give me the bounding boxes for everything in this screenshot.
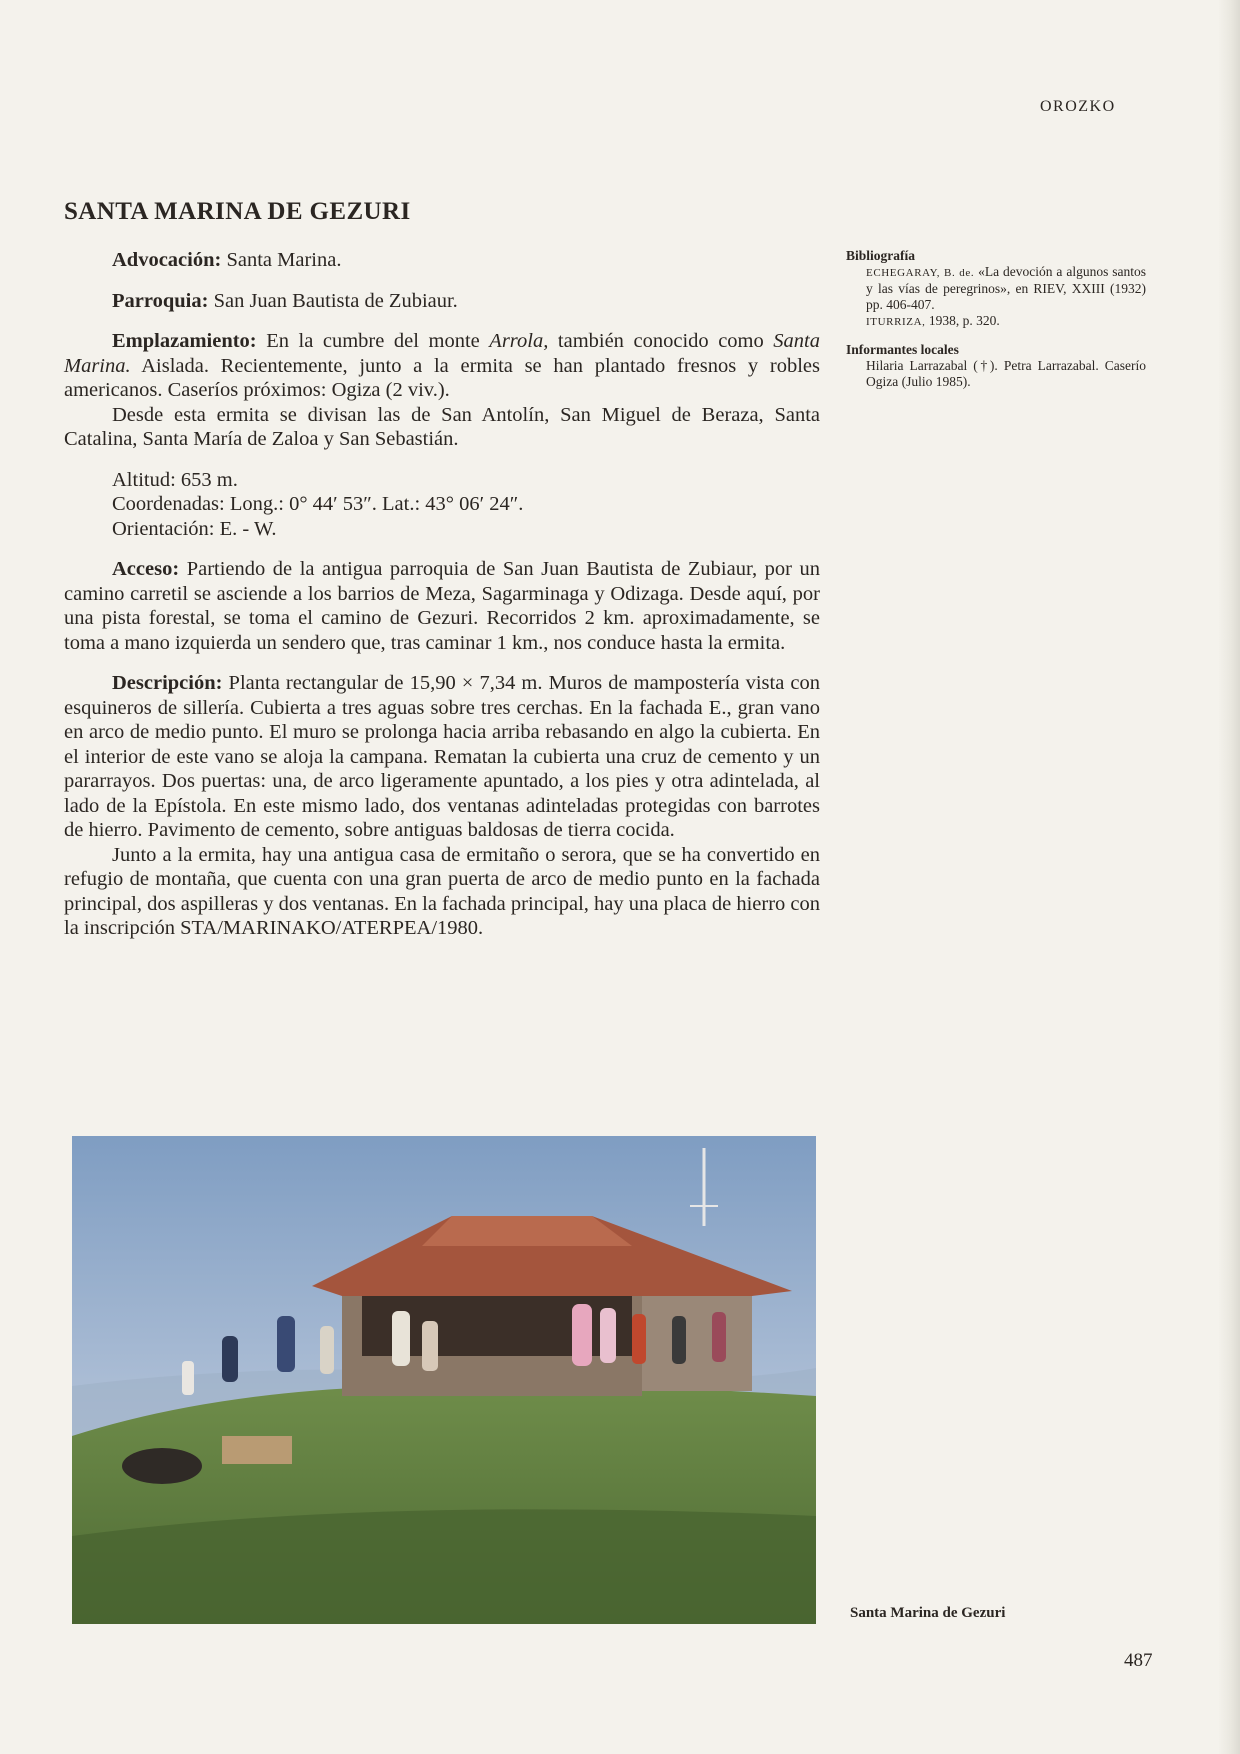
descripcion-text: Planta rectangular de 15,90 × 7,34 m. Muros de mampostería vista con esquineros de sillería. Cubierta a tres aguas sobre tres cerchas. En la fachada E., gran vano en arco de medio punto. El muro se prolonga hacia arriba rebasando en algo la cubierta. En el interior de este vano se aloja la campana. Rematan la cubierta una cruz de cemento y un pararrayos. Dos puertas: una, de arco ligeramente apuntado, a los pies y otra adintelada, al lado de la Epístola. En este mismo lado, dos ventanas adinteladas protegidas con barrotes de hierro. Pavimento de cemento, sobre antiguas baldosas de tierra cocida. xyxy=(64,672,820,841)
monte-name: Arrola, xyxy=(489,330,549,352)
emplazamiento-paragraph-2: Desde esta ermita se divisan las de San Antolín, San Miguel de Beraza, Santa Catalina, Santa María de Zaloa y San Sebastián. xyxy=(64,403,820,450)
advocacion-label: Advocación: xyxy=(112,249,222,271)
altitud: Altitud: 653 m. xyxy=(112,468,238,491)
running-head: OROZKO xyxy=(1040,98,1116,115)
site-data xyxy=(112,468,820,542)
advocacion-paragraph xyxy=(64,248,820,273)
acceso-label: Acceso: xyxy=(112,558,180,580)
descripcion-paragraph-2: Junto a la ermita, hay una antigua casa de ermitaño o serora, que se ha convertido en refugio de montaña, que cuenta con una gran puerta de arco de medio punto en la fachada principal, dos aspilleras y dos ventanas. En la fachada principal, hay una placa de hierro con la inscripción STA/MARINAKO/ATERPEA/1980. xyxy=(64,843,820,939)
informantes-text: Hilaria Larrazabal (†). Petra Larrazabal. Caserío Ogiza (Julio 1985). xyxy=(866,358,1146,389)
bibliografia-heading: Bibliografía xyxy=(846,248,916,263)
emplazamiento-label: Emplazamiento: xyxy=(112,330,257,352)
coordenadas: Coordenadas: Long.: 0° 44′ 53″. Lat.: 43° 06′ 24″. xyxy=(112,493,524,515)
page-number: 487 xyxy=(1124,1650,1153,1671)
descripcion-paragraph xyxy=(64,671,820,843)
advocacion-text: Santa Marina. xyxy=(226,249,342,271)
bibliografia-entries: ECHEGARAY, B. de. «La devoción a algunos santos y las vías de peregrinos», en RIEV, XXIII (1932) pp. 406-407. ITURRIZA, 1938, p. 320. xyxy=(866,264,1146,328)
author-iturriza: ITURRIZA, xyxy=(866,316,926,328)
descripcion-label: Descripción: xyxy=(112,672,223,694)
scan-edge xyxy=(1218,0,1240,1754)
photo-caption: Santa Marina de Gezuri xyxy=(850,1605,1006,1621)
page-title: SANTA MARINA DE GEZURI xyxy=(64,198,411,225)
alt-name: Santa Marina. xyxy=(64,330,820,377)
hermitage-photo xyxy=(72,1136,816,1624)
informantes-heading: Informantes locales xyxy=(846,342,959,357)
parroquia-label: Parroquia: xyxy=(112,289,209,312)
orientacion: Orientación: E. - W. xyxy=(112,517,277,540)
parroquia-paragraph xyxy=(64,289,820,314)
author-echegaray: ECHEGARAY, B. de. xyxy=(866,267,975,279)
main-text xyxy=(64,248,820,941)
parroquia-text: San Juan Bautista de Zubiaur. xyxy=(213,289,458,312)
sidebar-notes xyxy=(846,248,1146,402)
acceso-paragraph xyxy=(64,557,820,655)
acceso-text: Partiendo de la antigua parroquia de San Juan Bautista de Zubiaur, por un camino carretil se asciende a los barrios de Meza, Sagarminaga y Odizaga. Desde aquí, por una pista forestal, se toma el camino de Gezuri. Recorridos 2 km. aproximadamente, se toma a mano izquierda un sendero que, tras caminar 1 km., nos conduce hasta la ermita. xyxy=(64,558,820,654)
emplazamiento-paragraph: Emplazamiento: En la cumbre del monte Arrola, también conocido como Santa Marina. Aislada. Recientemente, junto a la ermita se han plantado fresnos y robles americanos. Caseríos próximos: Ogiza (2 viv.). xyxy=(64,330,820,401)
hermitage-photo-drawing xyxy=(72,1136,816,1624)
